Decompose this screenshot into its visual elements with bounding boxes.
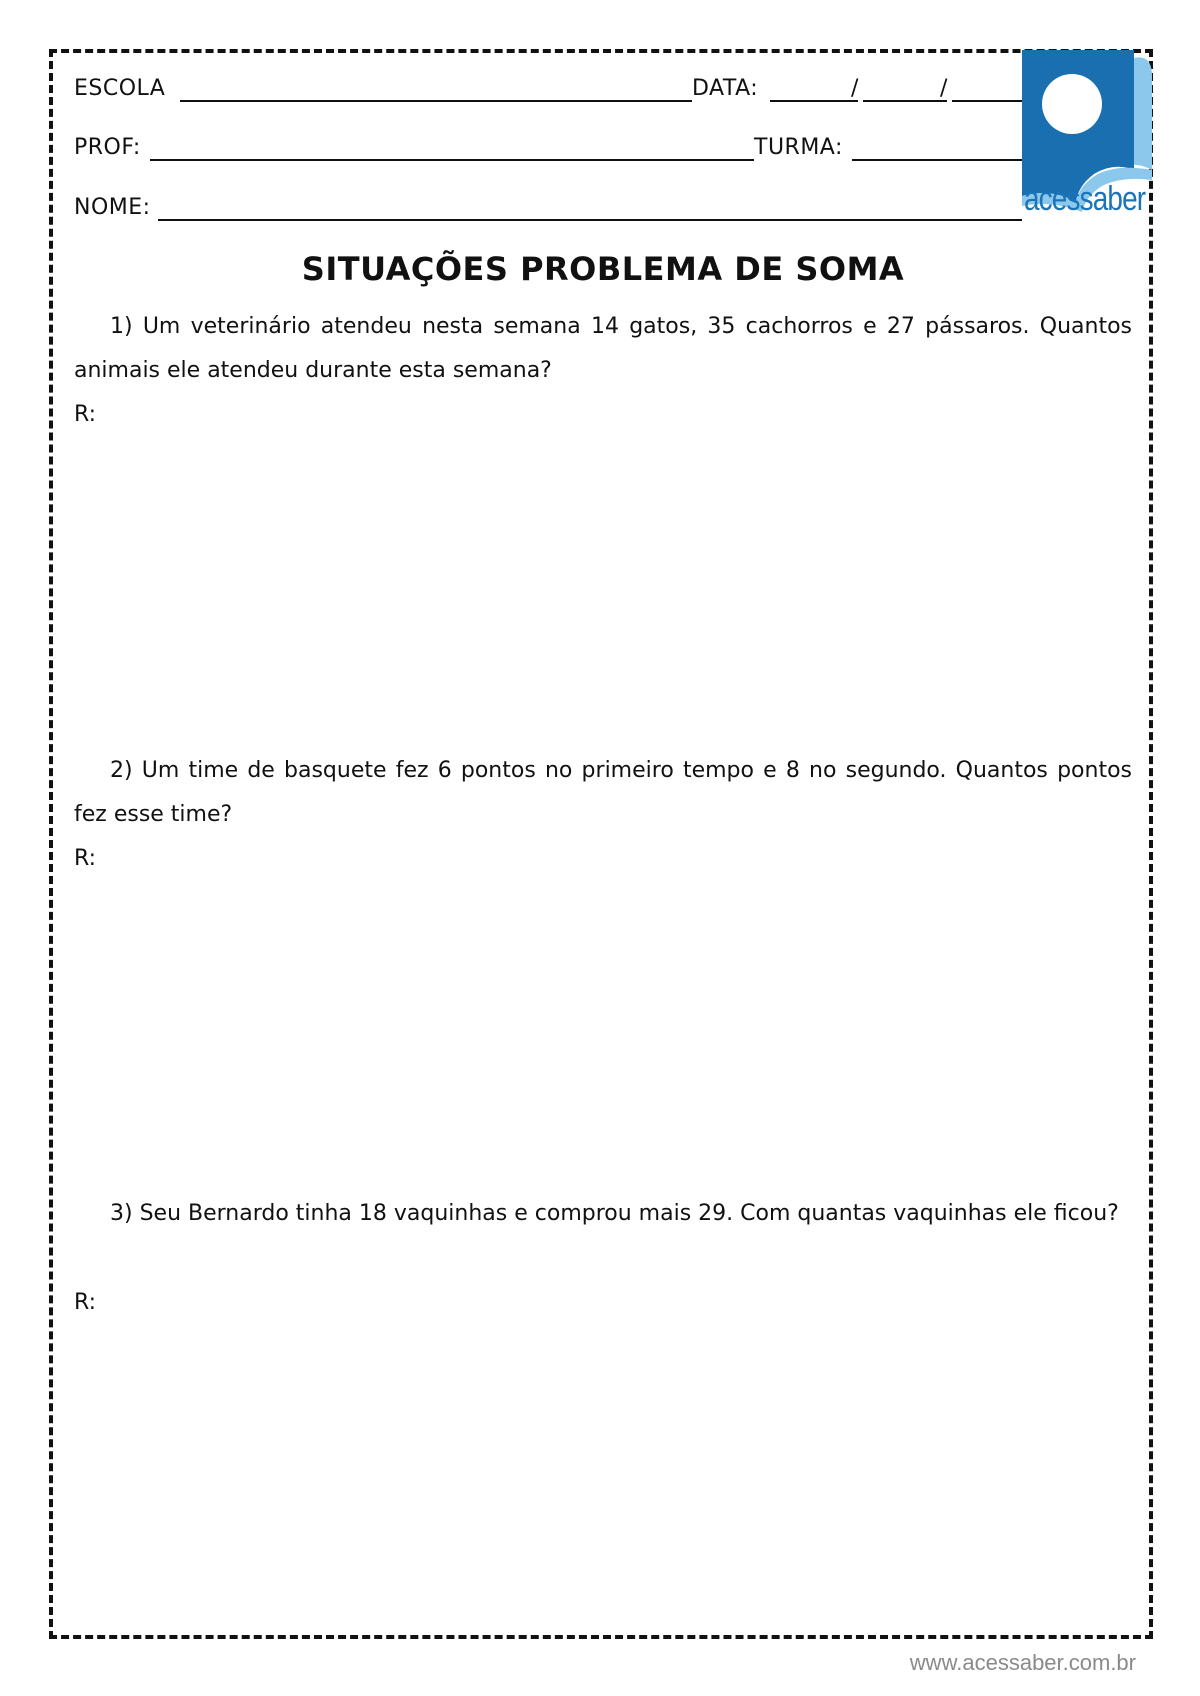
turma-label: TURMA: [754, 135, 843, 160]
prof-field[interactable] [150, 159, 754, 161]
nome-label: NOME: [74, 195, 151, 220]
date-slash: / [851, 76, 859, 101]
date-year-field[interactable] [952, 100, 1022, 102]
question-3: 3) Seu Bernardo tinha 18 vaquinhas e comprou mais 29. Com quantas vaquinhas ele ficou? [110, 1201, 1119, 1226]
footer-url: www.acessaber.com.br [909, 1650, 1136, 1675]
date-slash: / [940, 76, 948, 101]
answer-label-3: R: [74, 1290, 97, 1315]
date-day-field[interactable] [770, 100, 858, 102]
logo-text: acessaber [1024, 180, 1146, 218]
question-1: 1) Um veterinário atendeu nesta semana 14 gatos, 35 cachorros e 27 pássaros. Quantos animais ele atendeu durante esta semana? [74, 314, 1132, 383]
logo-head-circle [1042, 74, 1102, 134]
data-label: DATA: [692, 76, 759, 101]
date-month-field[interactable] [863, 100, 947, 102]
turma-field[interactable] [852, 159, 1022, 161]
nome-field[interactable] [158, 219, 1022, 221]
answer-label-2: R: [74, 846, 97, 871]
escola-field[interactable] [180, 100, 692, 102]
answer-label-1: R: [74, 402, 97, 427]
prof-label: PROF: [74, 135, 141, 160]
page-title: SITUAÇÕES PROBLEMA DE SOMA [301, 250, 905, 288]
question-2: 2) Um time de basquete fez 6 pontos no primeiro tempo e 8 no segundo. Quantos pontos fez esse time? [74, 758, 1132, 827]
escola-label: ESCOLA [74, 76, 166, 101]
